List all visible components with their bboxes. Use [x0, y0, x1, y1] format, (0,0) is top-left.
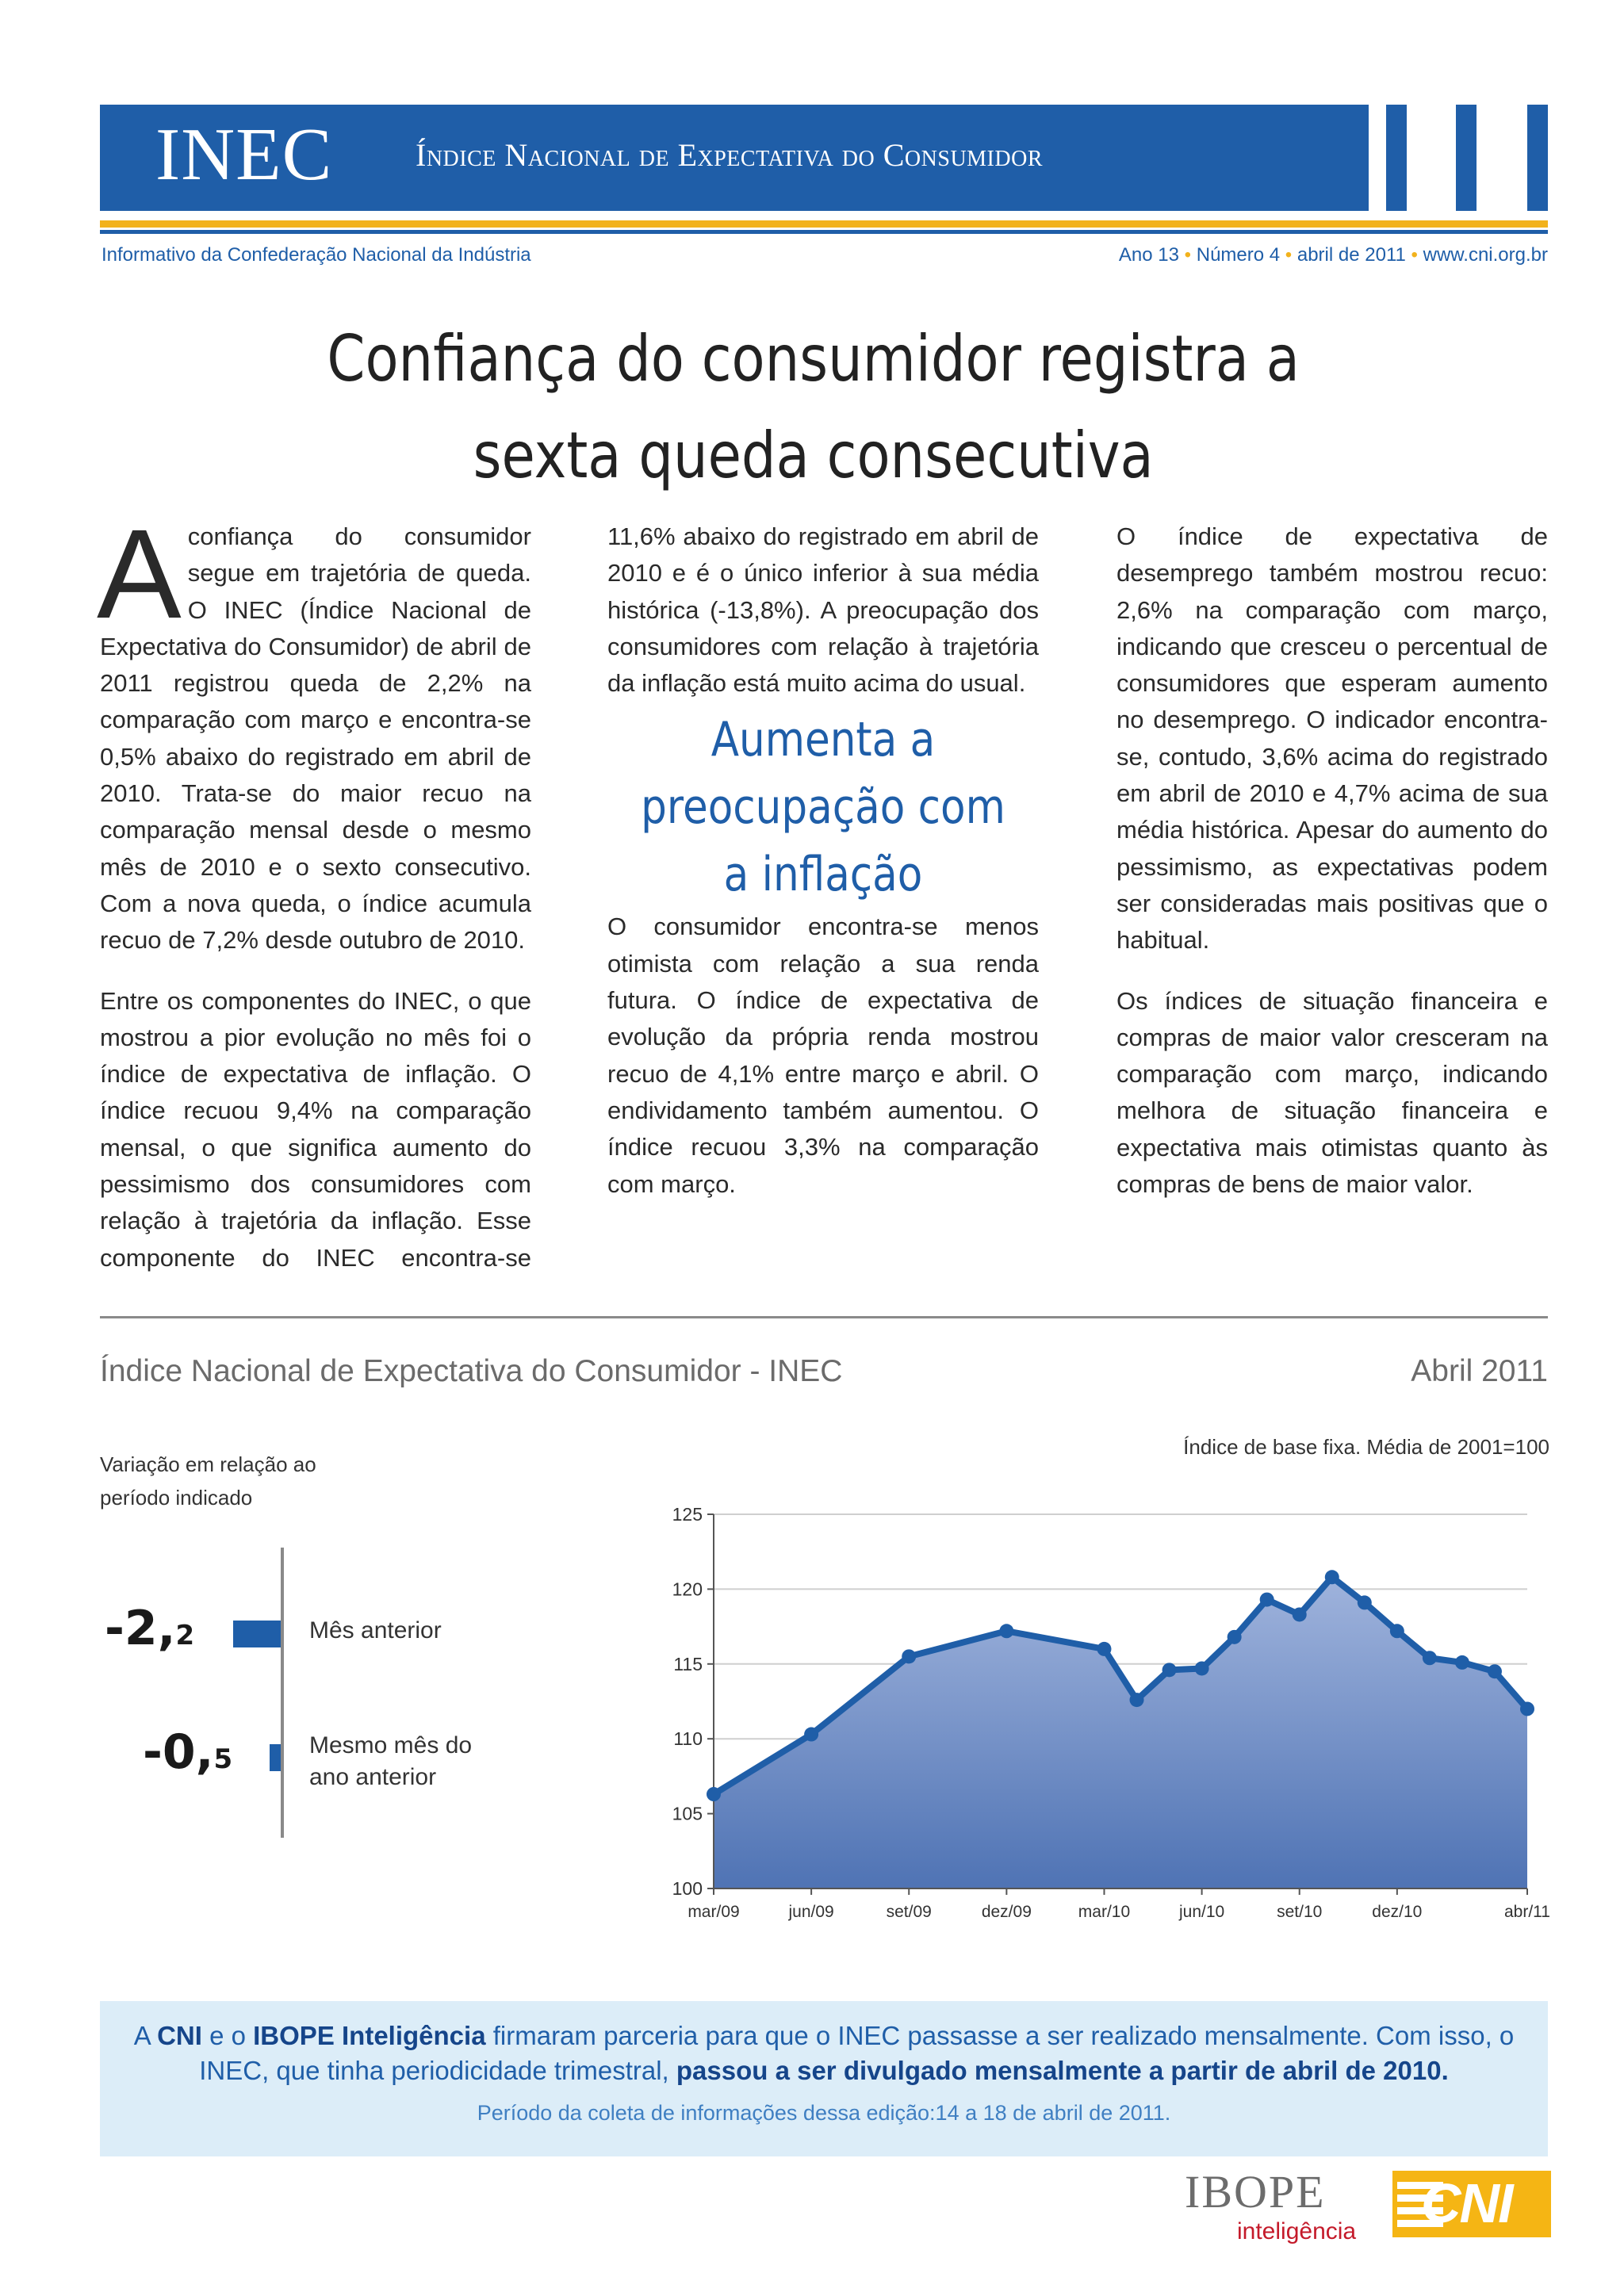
data-point [1195, 1661, 1209, 1675]
variation-month-label: Mês anterior [309, 1617, 442, 1644]
issue-year: Ano 13 [1118, 244, 1179, 266]
data-point [999, 1624, 1013, 1638]
data-point [1423, 1651, 1437, 1665]
subhead-line: a inflação [723, 847, 923, 903]
data-point [1162, 1663, 1177, 1677]
data-point [1097, 1642, 1111, 1656]
cni-logo-text: CNI [1421, 2172, 1512, 2234]
publisher-line: Informativo da Confederação Nacional da Indústria [102, 244, 531, 266]
subhead-line: preocupação com [641, 779, 1005, 836]
data-point [1130, 1693, 1144, 1707]
bullet-icon: • [1411, 244, 1418, 266]
y-tick-label: 110 [673, 1728, 703, 1750]
issue-date: abril de 2011 [1297, 244, 1406, 266]
data-point [804, 1728, 818, 1742]
paragraph: O índice de expectativa de desemprego também mostrou recuo: 2,6% na comparação com março, indicando que cresceu o percentual de consumidores que esperam aumento no desemprego. O indicador encontra-se, contudo, 3,6% acima do registrado em abril de 2010 e 4,7% acima de sua média histórica. Apesar do aumento do pessimismo, as expectativas podem ser consideradas mais positivas que o habitual. [1116, 522, 1548, 955]
y-tick-label: 115 [673, 1653, 703, 1674]
data-point [902, 1649, 916, 1663]
note-bold: CNI [157, 2021, 202, 2050]
brand-full-name: Índice Nacional de Expectativa do Consumidor [416, 137, 1043, 173]
y-tick-label: 105 [672, 1803, 703, 1824]
paragraph: Entre os componentes do INEC, o que mostrou a pior evolução no mês foi o índice de expectativa de inflação. O índice recuou 9,4% na comparação mensal, o que significa aumento do pessimismo dos consumidores com relação à trajetória da inflação. Esse componente do INEC encontra-se [100, 986, 531, 1272]
ibope-logo-subtitle: inteligência [1237, 2218, 1357, 2244]
note-text: e o [201, 2021, 254, 2050]
value-int: -2, [105, 1601, 176, 1656]
data-point [1488, 1664, 1502, 1678]
data-point [1260, 1593, 1274, 1607]
y-tick-label: 125 [672, 1504, 703, 1525]
paragraph: Os índices de situação financeira e compras de maior valor cresceram na comparação com março, indicando melhora de situação financeira e expectativa mais otimistas quanto às compras de bens de maior valor. [1116, 986, 1548, 1199]
chart-title: Índice Nacional de Expectativa do Consumidor - INEC [100, 1354, 843, 1388]
data-point [1390, 1624, 1404, 1638]
website-link[interactable]: www.cni.org.br [1423, 244, 1548, 266]
partnership-note [100, 2019, 1548, 2088]
value-dec: 2 [175, 1620, 195, 1651]
data-point [1293, 1607, 1307, 1621]
data-point [1455, 1655, 1469, 1670]
x-tick-label: mar/09 [688, 1903, 740, 1921]
note-bold: IBOPE Inteligência [253, 2021, 486, 2050]
data-point [1228, 1630, 1242, 1644]
variation-year-label: Mesmo mês do ano anterior [309, 1732, 473, 1790]
subhead-line: Aumenta a [710, 712, 936, 768]
data-point [1325, 1570, 1339, 1584]
x-tick-label: jun/10 [1178, 1903, 1225, 1921]
y-tick-label: 120 [672, 1578, 703, 1600]
note-text: A [133, 2021, 158, 2050]
bullet-icon: • [1184, 244, 1192, 266]
ibope-logo: IBOPE [1185, 2166, 1326, 2218]
value-dec: 5 [213, 1743, 233, 1775]
x-tick-label: mar/10 [1078, 1903, 1131, 1921]
paragraph-continued: 11,6% abaixo do registrado em abril de 2010 e é o único inferior à sua média histórica (-13,8%). A preocupação dos consumidores com relação à trajetória da inflação está muito acima do usual. [607, 522, 1039, 698]
bullet-icon: • [1285, 244, 1293, 266]
value-int: -0, [143, 1724, 214, 1780]
x-tick-label: dez/09 [981, 1903, 1032, 1921]
paragraph: O consumidor encontra-se menos otimista com relação a sua renda futura. O índice de expectativa de evolução da própria renda mostrou recuo de 4,1% entre março e abril. O endividamento também aumentou. O índice recuou 3,3% na comparação com março. [607, 913, 1039, 1198]
base-caption: Índice de base fixa. Média de 2001=100 [1183, 1435, 1549, 1459]
series-area [714, 1577, 1527, 1888]
x-tick-label: abr/11 [1504, 1903, 1550, 1921]
x-tick-label: jun/09 [788, 1903, 834, 1921]
data-point [1358, 1595, 1372, 1609]
x-tick-label: set/09 [886, 1903, 932, 1921]
brand-title: INEC [155, 113, 333, 196]
data-point [1520, 1701, 1534, 1716]
title-line: Confiança do consumidor registra a [327, 322, 1300, 396]
collection-period: Período da coleta de informações dessa edição:14 a 18 de abril de 2011. [477, 2101, 1171, 2125]
note-text: firmaram parceria para que o INEC passasse a ser realizado mensalmente. Com isso, o INEC, que tinha periodicidade trimestral, [199, 2021, 1515, 2085]
y-tick-label: 100 [672, 1878, 703, 1899]
paragraph-text: confiança do consumidor segue em trajetória de queda. O INEC (Índice Nacional de Expectativa do Consumidor) de abril de 2011 registrou queda de 2,2% na comparação com março e encontra-se 0,5% abaixo do registrado em abril de 2010. Trata-se do maior recuo na comparação mensal desde o mesmo mês de 2010 e o sexto consecutivo. Com a nova queda, o índice acumula recuo de 7,2% desde outubro de 2010. [100, 522, 531, 955]
note-bold: passou a ser divulgado mensalmente a partir de abril de 2010. [676, 2056, 1449, 2085]
data-point [707, 1787, 721, 1801]
title-line: sexta queda consecutiva [473, 419, 1154, 492]
x-tick-label: set/10 [1277, 1903, 1323, 1921]
issue-number: Número 4 [1196, 244, 1281, 266]
x-tick-label: dez/10 [1372, 1903, 1423, 1921]
variation-caption: Variação em relação ao período indicado [100, 1452, 316, 1510]
chart-date: Abril 2011 [1411, 1354, 1548, 1388]
drop-cap: A [97, 503, 182, 645]
